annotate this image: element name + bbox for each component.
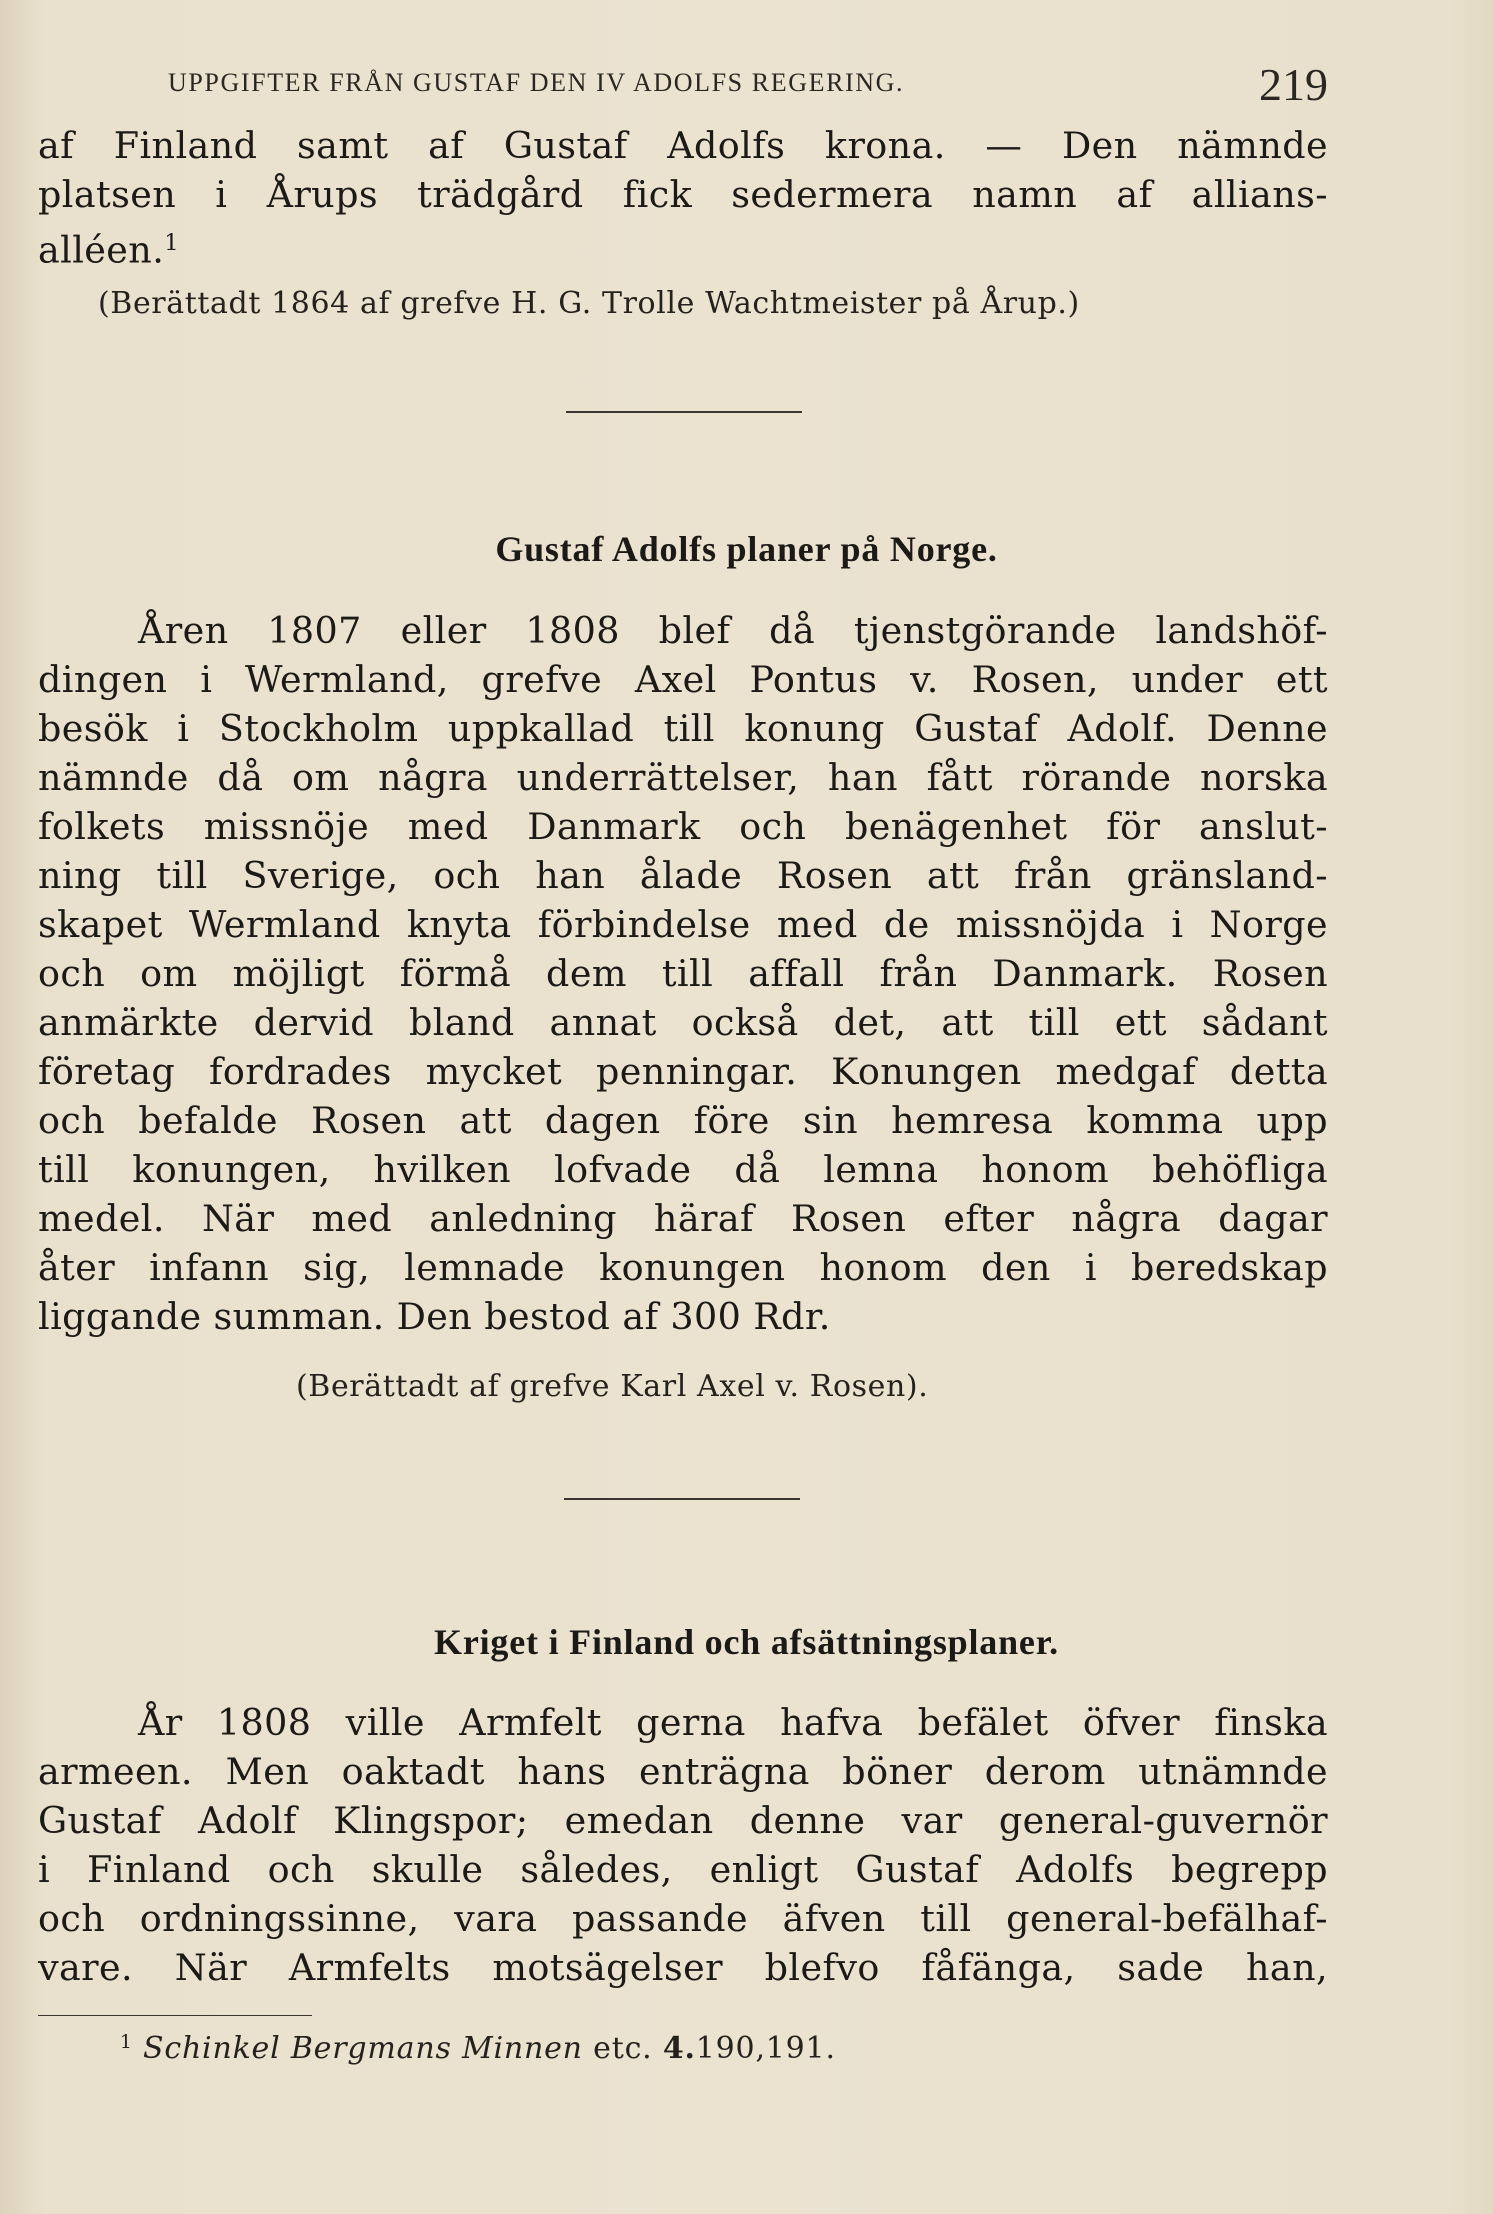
section-continuation bbox=[38, 121, 1328, 272]
footnote-reference: 1 bbox=[164, 230, 180, 256]
page-number: 219 bbox=[1259, 59, 1328, 110]
text-line: i Finland och skulle således, enligt Gustaf Adolfs begrepp bbox=[38, 1848, 1328, 1891]
text-line: armeen. Men oaktadt hans enträgna böner derom utnämnde bbox=[38, 1750, 1328, 1793]
text-line: och ordningssinne, vara passande äfven till general-befälhaf- bbox=[38, 1897, 1328, 1940]
text-line: folkets missnöje med Danmark och benägenhet för anslut- bbox=[38, 805, 1328, 848]
text-line: Gustaf Adolf Klingspor; emedan denne var general-guvernör bbox=[38, 1799, 1328, 1842]
text-line: platsen i Årups trädgård fick sedermera namn af allians- bbox=[38, 173, 1328, 216]
text-line: och om möjligt förmå dem till affall från Danmark. Rosen bbox=[38, 952, 1328, 995]
footnote-marker: 1 bbox=[120, 2031, 133, 2053]
text-line: medel. När med anledning häraf Rosen efter några dagar bbox=[38, 1197, 1328, 1240]
text-line: af Finland samt af Gustaf Adolfs krona. — Den nämnde bbox=[38, 124, 1328, 167]
footnote-rule bbox=[38, 2015, 312, 2016]
text-line: Åren 1807 eller 1808 blef då tjenstgörande landshöf- bbox=[138, 609, 1328, 652]
text-line bbox=[38, 219, 1328, 272]
text-line: åter infann sig, lemnade konungen honom den i beredskap bbox=[38, 1246, 1328, 1289]
footnote-pages: 190,191. bbox=[695, 2031, 836, 2066]
text-line: till konungen, hvilken lofvade då lemna honom behöfliga bbox=[38, 1148, 1328, 1191]
attribution-rosen: (Berättadt af grefve Karl Axel v. Rosen). bbox=[296, 1369, 929, 1404]
section-body-norge bbox=[38, 606, 1328, 1341]
text-line-content: alléen. bbox=[38, 228, 165, 272]
text-line: vare. När Armfelts motsägelser blefvo fåfänga, sade han, bbox=[38, 1946, 1328, 1989]
text-line: besök i Stockholm uppkallad till konung Gustaf Adolf. Denne bbox=[38, 707, 1328, 750]
text-line: företag fordrades mycket penningar. Konungen medgaf detta bbox=[38, 1050, 1328, 1093]
running-head bbox=[168, 58, 1328, 110]
section-heading-norge: Gustaf Adolfs planer på Norge. bbox=[495, 529, 998, 569]
text-line: skapet Wermland knyta förbindelse med de missnöjda i Norge bbox=[38, 903, 1328, 946]
text-line: nämnde då om några underrättelser, han fått rörande norska bbox=[38, 756, 1328, 799]
text-line: anmärkte dervid bland annat också det, att till ett sådant bbox=[38, 1001, 1328, 1044]
section-divider bbox=[566, 411, 802, 413]
text-line: År 1808 ville Armfelt gerna hafva befälet öfver finska bbox=[138, 1701, 1328, 1744]
text-line: dingen i Wermland, grefve Axel Pontus v. Rosen, under ett bbox=[38, 658, 1328, 701]
text-line: ning till Sverige, och han ålade Rosen att från gränsland- bbox=[38, 854, 1328, 897]
footnote bbox=[120, 2031, 836, 2066]
text-line: och befalde Rosen att dagen före sin hemresa komma upp bbox=[38, 1099, 1328, 1142]
footnote-volume: 4. bbox=[662, 2031, 696, 2066]
text-line: liggande summan. Den bestod af 300 Rdr. bbox=[38, 1295, 831, 1338]
section-body-finland bbox=[38, 1698, 1328, 1992]
running-title: UPPGIFTER FRÅN GUSTAF DEN IV ADOLFS REGERING. bbox=[168, 68, 905, 97]
section-heading-finland: Kriget i Finland och afsättningsplaner. bbox=[434, 1622, 1059, 1662]
section-divider bbox=[564, 1498, 800, 1500]
footnote-etc: etc. bbox=[593, 2031, 653, 2066]
footnote-source: Schinkel Bergmans Minnen bbox=[142, 2031, 583, 2066]
attribution-trolle: (Berättadt 1864 af grefve H. G. Trolle Wachtmeister på Årup.) bbox=[98, 286, 1080, 321]
